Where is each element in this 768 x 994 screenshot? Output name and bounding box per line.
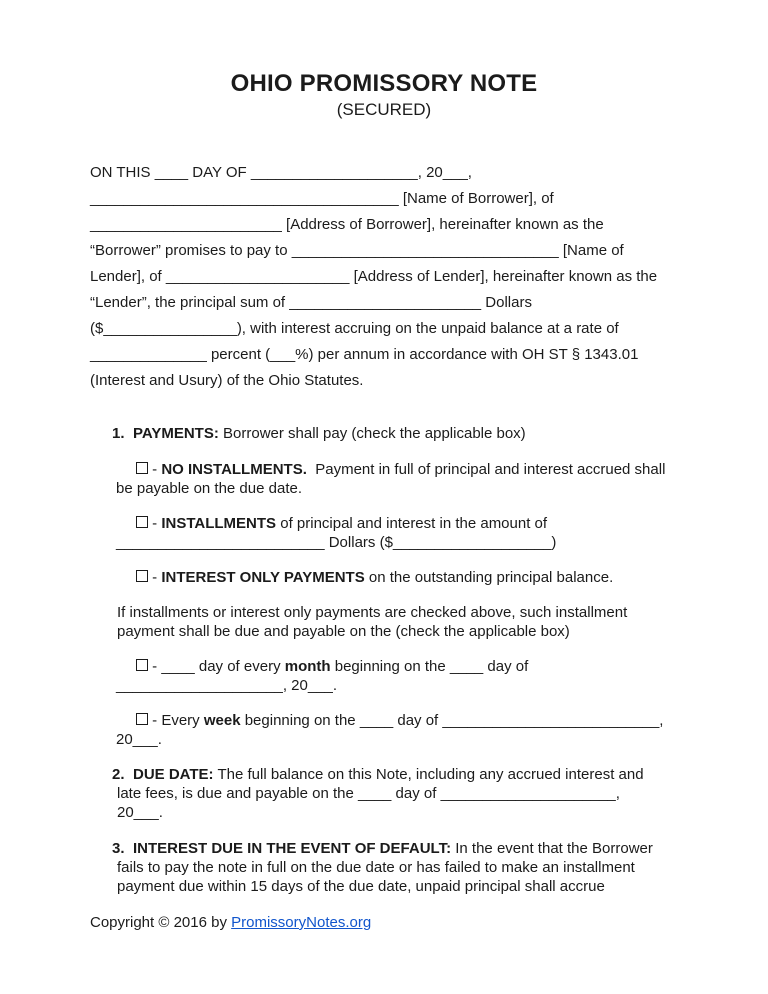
intro-line: ($________________), with interest accruing on the unpaid balance at a rate of	[90, 320, 619, 337]
checkbox-icon	[136, 570, 148, 582]
intro-line: ______________ percent (___%) per annum in accordance with OH ST § 1343.01	[90, 346, 639, 363]
checkbox-option: - NO INSTALLMENTS. Payment in full of principal and interest accrued shall be payable on the due date.	[116, 461, 666, 497]
intro-line: “Borrower” promises to pay to ________________________________ [Name of	[90, 242, 624, 259]
checkbox-option: - ____ day of every month beginning on the ____ day of ____________________, 20___.	[116, 658, 529, 694]
intro-line: (Interest and Usury) of the Ohio Statutes.	[90, 372, 364, 389]
intro-line: Lender], of ______________________ [Address of Lender], hereinafter known as the	[90, 268, 658, 285]
paragraph: If installments or interest only payments are checked above, such installment payment shall be due and payable on the (check the applicable box)	[117, 604, 628, 640]
checkbox-icon	[136, 713, 148, 725]
document-header	[0, 70, 768, 122]
checkbox-icon	[136, 462, 148, 474]
checkbox-option: - Every week beginning on the ____ day of __________________________, 20___.	[116, 712, 664, 748]
intro-line: _____________________________________ [Name of Borrower], of	[90, 190, 554, 207]
list-item: 3. INTEREST DUE IN THE EVENT OF DEFAULT: In the event that the Borrower fails to pay the note in full on the due date or has failed to make an installment payment due within 15 days of the due date, unpaid principal shall accrue	[112, 840, 653, 895]
copyright-text: Copyright © 2016 by	[90, 914, 232, 931]
intro-line: “Lender”, the principal sum of _______________________ Dollars	[90, 294, 532, 311]
document-body	[0, 424, 680, 896]
item-number: 1.	[112, 425, 125, 442]
checkbox-icon	[136, 659, 148, 671]
checkbox-option: - INTEREST ONLY PAYMENTS on the outstanding principal balance.	[116, 568, 680, 587]
document-subtitle: (SECURED)	[336, 100, 432, 119]
checkbox-icon	[136, 516, 148, 528]
intro-line: _______________________ [Address of Borrower], hereinafter known as the	[90, 216, 604, 233]
checkbox-option: - INSTALLMENTS of principal and interest in the amount of _________________________ Dollars ($___________________)	[116, 515, 557, 551]
intro-line: ON THIS ____ DAY OF ____________________, 20___,	[90, 164, 472, 181]
footer	[90, 913, 768, 933]
list-item: 2. DUE DATE: The full balance on this Note, including any accrued interest and late fees, is due and payable on the ____ day of _____________________, 20___.	[112, 766, 644, 821]
item-number: 2.	[112, 766, 125, 783]
list-item: 1. PAYMENTS: Borrower shall pay (check the applicable box)	[112, 425, 526, 442]
promissorynotes-link[interactable]: PromissoryNotes.org	[231, 914, 372, 931]
intro-paragraph	[90, 160, 690, 394]
item-number: 3.	[112, 840, 125, 857]
document-title: OHIO PROMISSORY NOTE	[230, 70, 538, 97]
